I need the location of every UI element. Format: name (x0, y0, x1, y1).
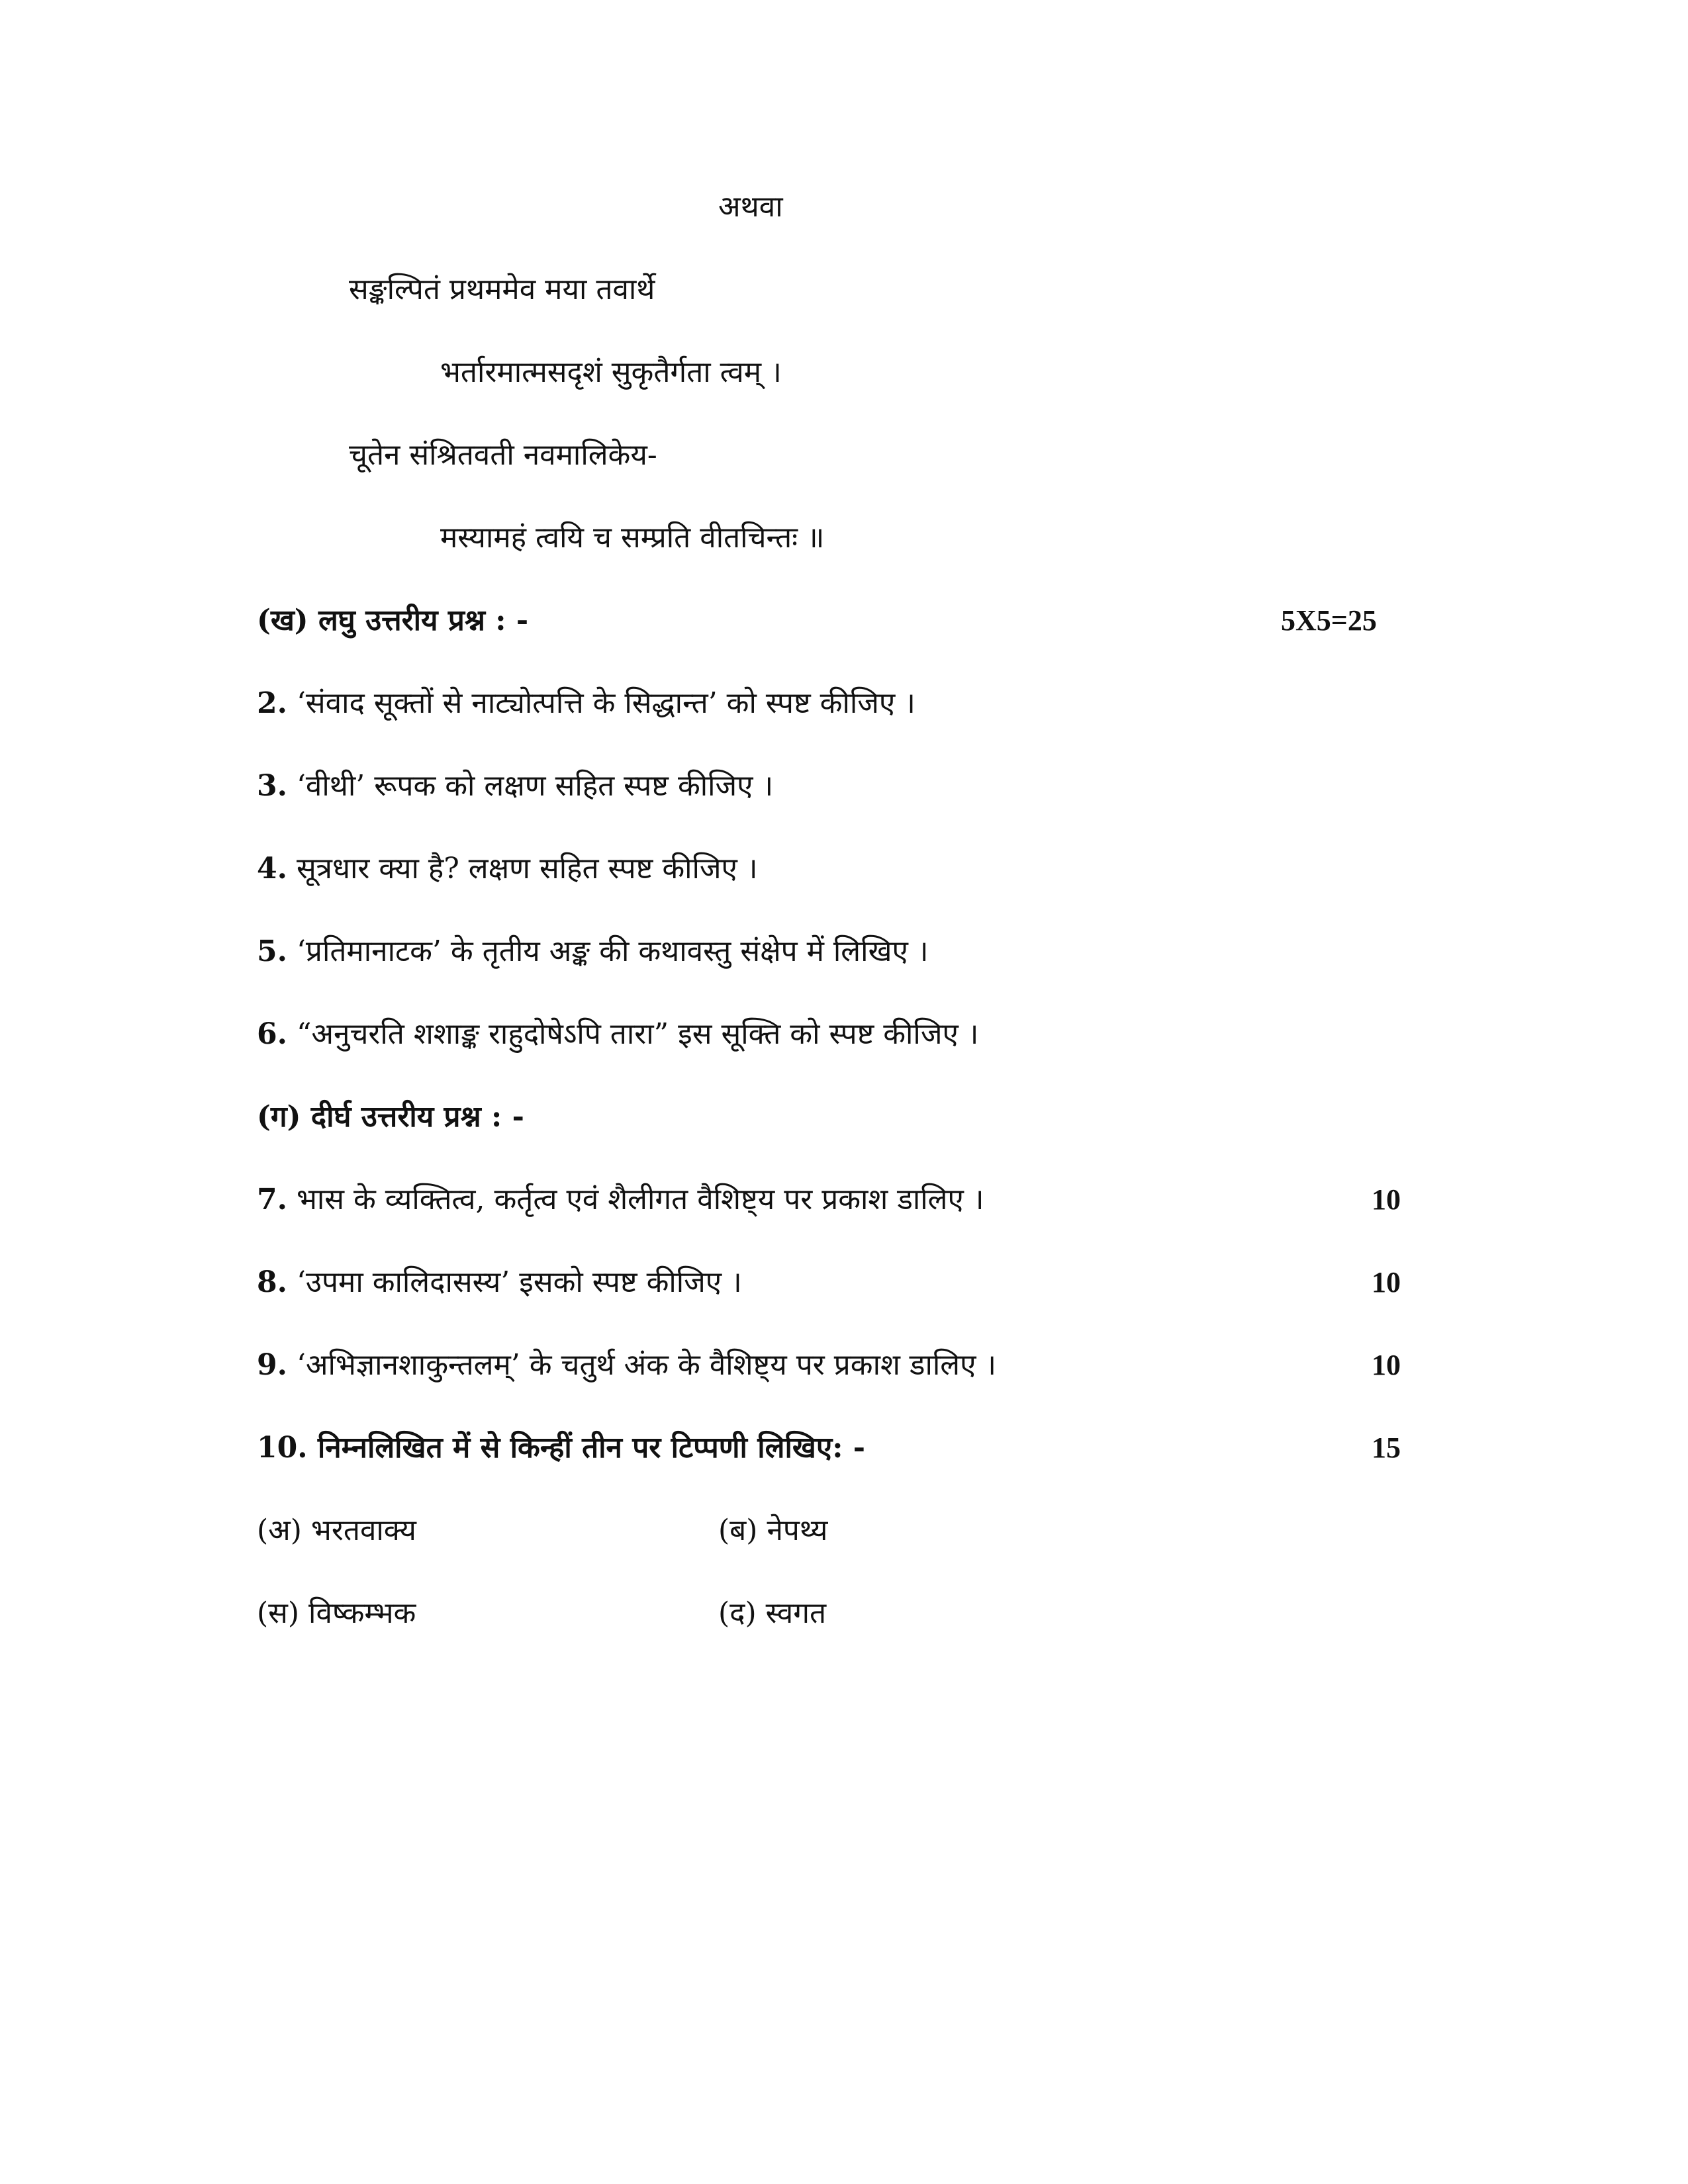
section-b-heading: (ख) लघु उत्तरीय प्रश्न : - (257, 604, 529, 637)
question-text: ‘अभिज्ञानशाकुन्तलम्’ के चतुर्थ अंक के वैशिष्ट्य पर प्रकाश डालिए । (296, 1348, 997, 1382)
question-5 (257, 932, 929, 972)
question-8 (257, 1263, 742, 1302)
question-number: 9. (257, 1348, 287, 1382)
question-number: 2. (257, 686, 287, 720)
question-9-marks: 10 (1372, 1349, 1401, 1381)
question-text: ‘वीथी’ रूपक को लक्षण सहित स्पष्ट कीजिए । (296, 769, 774, 803)
question-4 (257, 849, 758, 889)
question-10 (257, 1428, 865, 1468)
question-10-marks: 15 (1372, 1432, 1401, 1464)
question-3 (257, 766, 773, 806)
question-text: “अनुचरति शशाङ्क राहुदोषेऽपि तारा” इस सूक्ति को स्पष्ट कीजिए । (296, 1017, 979, 1051)
section-b-marks: 5X5=25 (1281, 604, 1377, 637)
question-2 (257, 684, 915, 723)
question-7-marks: 10 (1372, 1183, 1401, 1216)
question-text: ‘उपमा कालिदासस्य’ इसको स्पष्ट कीजिए । (296, 1265, 742, 1299)
question-8-marks: 10 (1372, 1266, 1401, 1298)
question-text: ‘संवाद सूक्तों से नाट्योत्पत्ति के सिद्धान्त’ को स्पष्ट कीजिए । (296, 686, 915, 720)
question-9 (257, 1345, 996, 1385)
section-c-heading: (ग) दीर्घ उत्तरीय प्रश्न : - (257, 1100, 524, 1134)
option-a: (अ) भरतवाक्य (257, 1514, 416, 1547)
question-number: 3. (257, 769, 287, 803)
question-number: 5. (257, 934, 287, 968)
question-number: 10. (257, 1431, 308, 1465)
option-c: (स) विष्कम्भक (257, 1596, 416, 1630)
question-6 (257, 1015, 978, 1054)
verse-line-2: भर्तारमात्मसदृशं सुकृतैर्गता त्वम् । (440, 355, 782, 389)
question-number: 7. (257, 1183, 287, 1216)
question-number: 8. (257, 1265, 287, 1299)
question-7 (257, 1180, 984, 1220)
option-d: (द) स्वगत (718, 1596, 827, 1630)
option-b: (ब) नेपथ्य (718, 1514, 828, 1547)
question-number: 4. (257, 852, 287, 886)
question-number: 6. (257, 1017, 287, 1051)
question-text: निम्नलिखित में से किन्हीं तीन पर टिप्पणी लिखिए: - (317, 1431, 866, 1465)
verse-line-3: चूतेन संश्रितवती नवमालिकेय- (349, 438, 657, 472)
verse-line-4: मस्यामहं त्वयि च सम्प्रति वीतचिन्तः ॥ (440, 521, 825, 555)
question-text: ‘प्रतिमानाटक’ के तृतीय अङ्क की कथावस्तु संक्षेप में लिखिए । (296, 934, 929, 968)
question-text: भास के व्यक्तित्व, कर्तृत्व एवं शैलीगत वैशिष्ट्य पर प्रकाश डालिए । (296, 1183, 984, 1216)
or-label: अथवा (718, 190, 783, 224)
question-text: सूत्रधार क्या है? लक्षण सहित स्पष्ट कीजिए । (296, 852, 758, 886)
verse-line-1: सङ्कल्पितं प्रथममेव मया तवार्थे (349, 273, 655, 306)
